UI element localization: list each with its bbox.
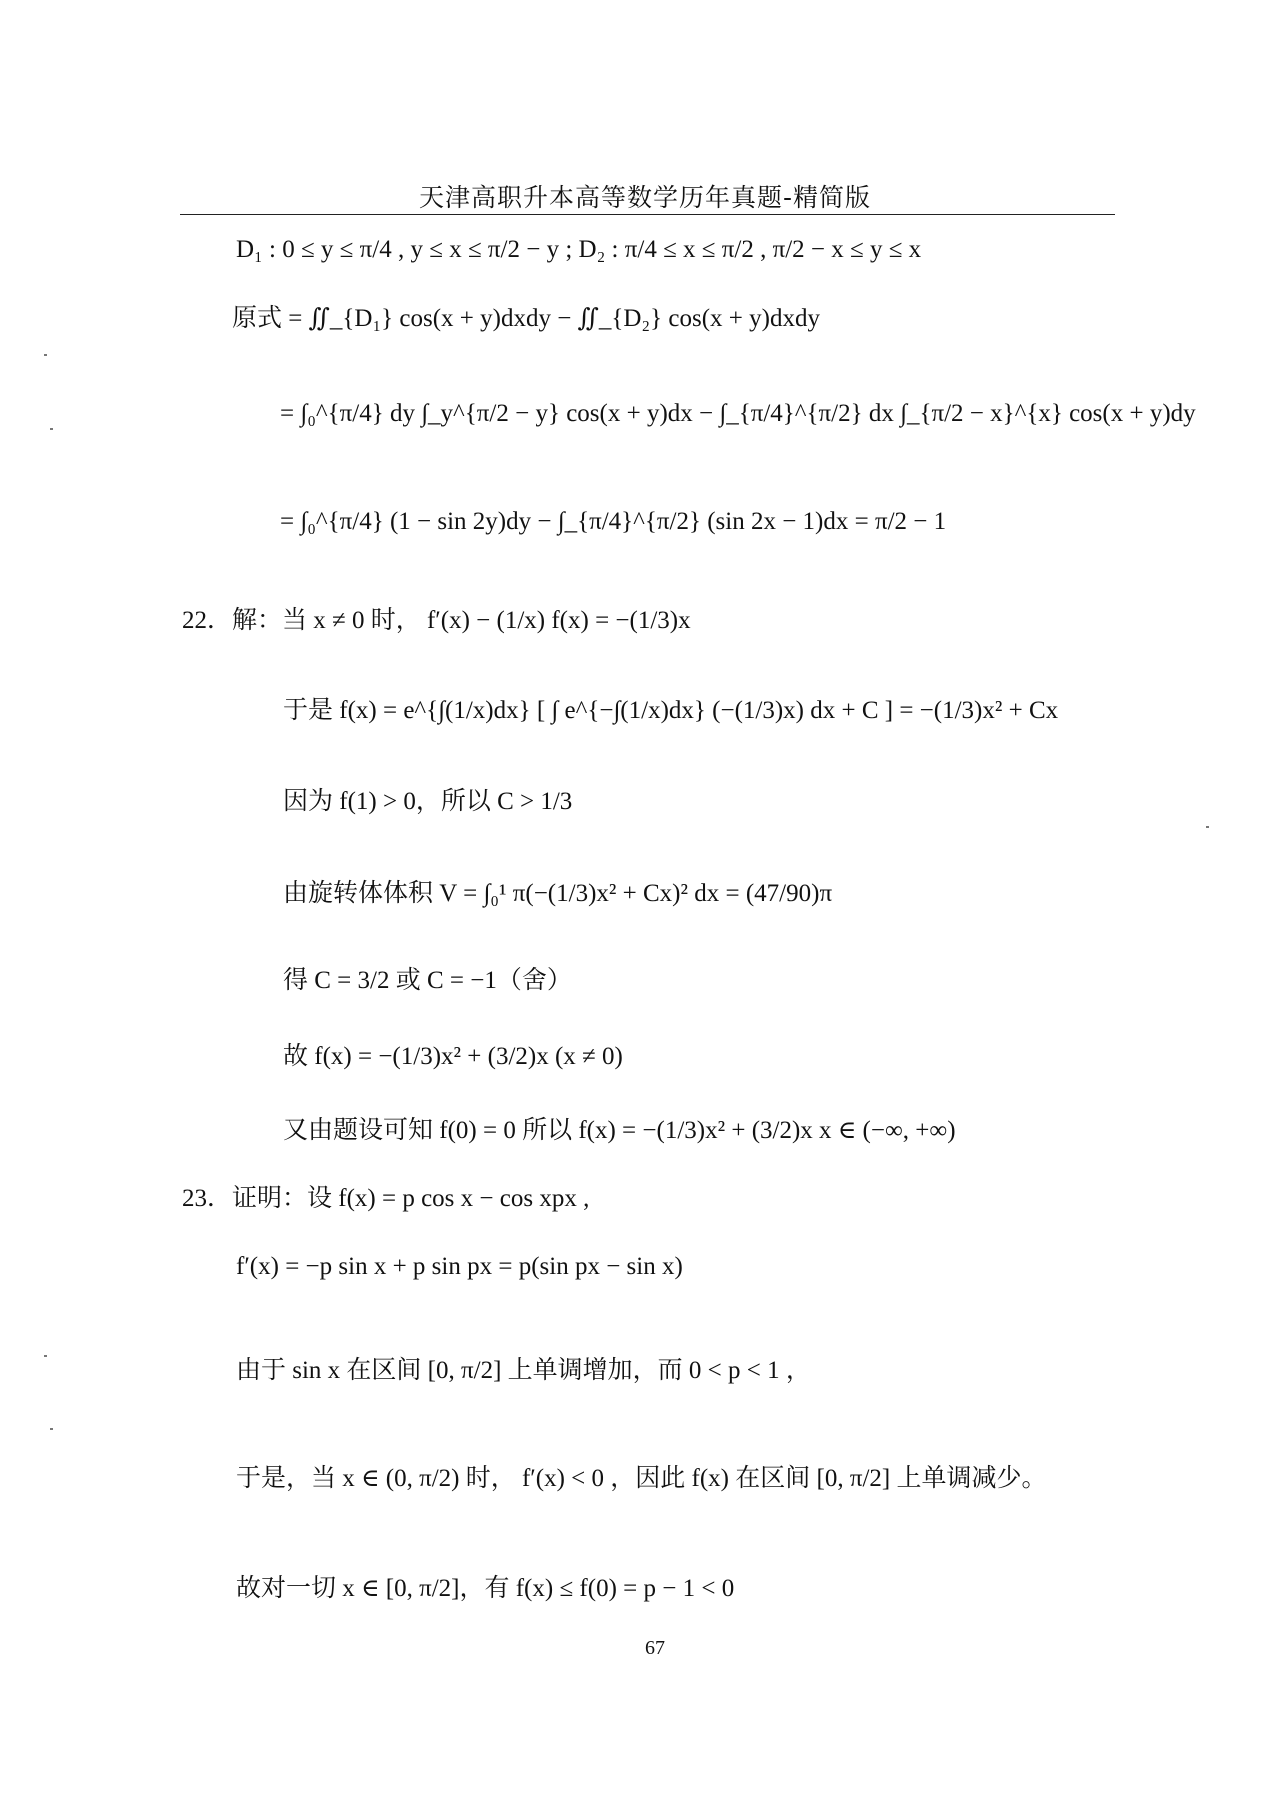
function-domain-line: 又由题设可知 f(0) = 0 所以 f(x) = −(1/3)x² + (3/2)x x ∈ (−∞, +∞) [283,1117,956,1144]
condition-line: 因为 f(1) > 0，所以 C > 1/3 [283,788,573,815]
scan-speck [44,354,47,356]
volume-line: 由旋转体体积 V = ∫₀¹ π(−(1/3)x² + Cx)² dx = (47/90)π [283,880,833,907]
original-integral-line: 原式 = ∬_{D₁} cos(x + y)dxdy − ∬_{D₂} cos(x + y)dxdy [232,305,820,332]
scan-speck [1206,826,1209,828]
monotonic-decrease-line: 于是，当 x ∈ (0, π/2) 时， f′(x) < 0 ，因此 f(x) 在区间 [0, π/2] 上单调减少。 [236,1465,1047,1492]
scan-speck [44,1355,47,1357]
page-header-title: 天津高职升本高等数学历年真题-精简版 [418,183,872,212]
general-solution-line: 于是 f(x) = e^{∫(1/x)dx} [ ∫ e^{−∫(1/x)dx} (−(1/3)x) dx + C ] = −(1/3)x² + Cx [283,697,1059,724]
scan-speck [50,428,53,430]
constant-value-line: 得 C = 3/2 或 C = −1（舍） [283,967,572,994]
derivative-line: f′(x) = −p sin x + p sin px = p(sin px − sin x) [236,1253,683,1280]
page-number: 67 [645,1637,665,1659]
domain-definition-line: D₁ : 0 ≤ y ≤ π/4 , y ≤ x ≤ π/2 − y ; D₂ : π/4 ≤ x ≤ π/2 , π/2 − x ≤ y ≤ x [236,236,922,263]
integral-result-line: = ∫₀^{π/4} (1 − sin 2y)dy − ∫_{π/4}^{π/2} (sin 2x − 1)dx = π/2 − 1 [280,508,947,535]
monotonic-increase-line: 由于 sin x 在区间 [0, π/2] 上单调增加，而 0 < p < 1 ， [236,1357,811,1384]
scan-speck [50,1428,53,1430]
problem-23-proof-start: 23．证明：设 f(x) = p cos x − cos xpx , [182,1185,590,1212]
conclusion-line: 故对一切 x ∈ [0, π/2]，有 f(x) ≤ f(0) = p − 1 < 0 [236,1575,735,1602]
iterated-integral-line: = ∫₀^{π/4} dy ∫_y^{π/2 − y} cos(x + y)dx − ∫_{π/4}^{π/2} dx ∫_{π/2 − x}^{x} cos(x + y)dy [280,400,1196,427]
function-result-line: 故 f(x) = −(1/3)x² + (3/2)x (x ≠ 0) [283,1043,623,1070]
header-divider [180,214,1115,215]
problem-22-solution-start: 22．解：当 x ≠ 0 时， f′(x) − (1/x) f(x) = −(1/3)x [182,607,691,634]
